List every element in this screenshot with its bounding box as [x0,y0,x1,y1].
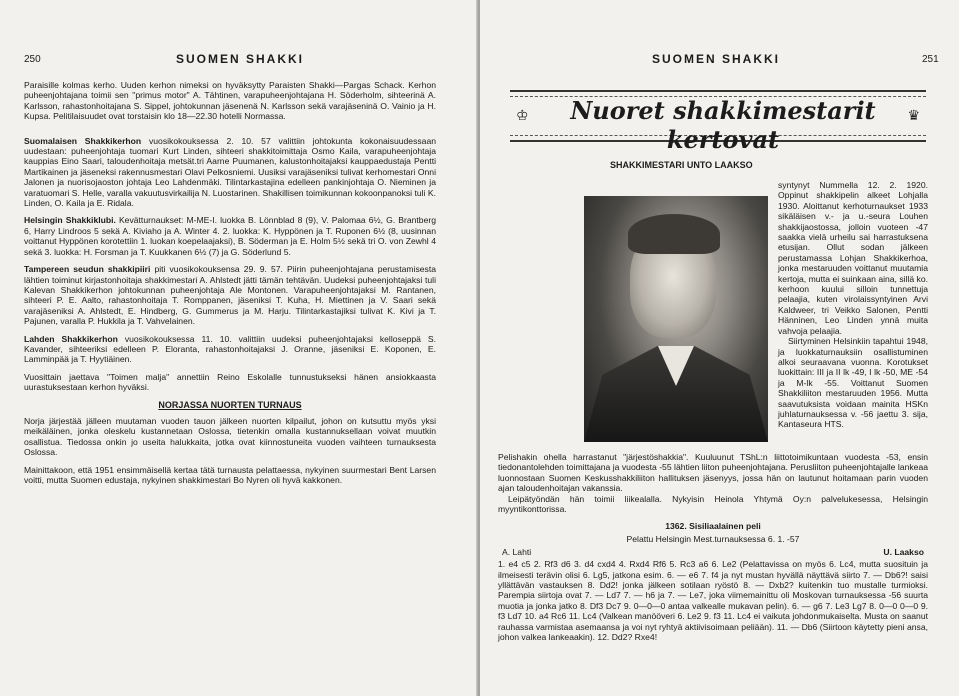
page-number: 250 [24,54,41,65]
article-title: SHAKKIMESTARI UNTO LAAKSO [610,160,753,170]
black-player: U. Laakso [883,547,924,558]
paragraph: Pelishakin ohella harrastanut "järjestöshakkia". Kuuluunut TShL:n liittotoimikuntaan vuodesta -53, ensin tiedonantolehden toimittajana ja vuodesta -55 lähtien liiton puheenjohtajana. Perusliiton puheenjohtajalle lankeaa luonnostaan Suomen Keskusshakkiliiton hallituksen jäsenyys, jossa hän on lautunut hoitamaan parin vuoden ajan taloudenhoitajan vakanssia. [498,452,928,494]
paragraph [24,136,436,209]
paragraph-text: vuosikokouksessa 2. 10. 57 valittiin johtokunta kokonaisuudessaan uudestaan: puheenjohtaja tuomari Kurt Linden, sihteeri shakkitoimittaja Osmo Kaila, varapuheenjohtaja kauppias Eino Saari, taloudenhoitaja metsät.tri Aarne Puumanen, kalustonhoitajaksi kauppaedustaja Pentti Martikainen ja jäseneksi rakennusmestari Olavi Pelkosniemi. Uusiksi varajäseniksi tulivat kerhomestari Onni Jalonen ja nuorisojaoston johtaja Leo Lahdenmäki. Tilintarkastajina edelleen pankinjohtaja O. Nieminen ja varatuomari S. Helle, varalla vakuutusvirkailija N. Luostarinen. Shakillisen toimikunnan kokoonpanoksi tuli K. Linden, O. Kaila ja E. Ridala. [24,135,437,209]
paragraph: Paraisille kolmas kerho. Uuden kerhon nimeksi on hyväksytty Paraisten Shakki—Pargas Schack. Kerhon puheenjohtajana toimii sen "primus motor" A. Tähtinen, varapuheenjohtajana H. Söderholm, sihteerinä A. Karlsson, rahastonhoitajana S. Sippel, johtokunnan jäsenenä N. Karlsson sekä varajäseninä O. Vainio ja H. Kupsa. Pelitilaisuudet ovat torstaisin klo 18—22.30 hotelli Normassa. [24,80,436,122]
paragraph-text: vuosikokouksessa 11. 10. valittiin uudeksi puheenjohtajaksi kelloseppä S. Kavander, sihteeriksi edelleen P. Eloranta, rahastonhoitajaksi J. Oranne, jäseniksi E. Koponen, E. Lamminpää ja T. Hyytiäinen. [24,333,436,365]
paragraph: syntynyt Nummella 12. 2. 1920. Oppinut shakkipelin alkeet Lohjalla 1930. Aloittanut kerhoturnaukset 1933 sikäläisen v.- ja u.-seura Louhen shakkijaostossa, jolloin vuoteen -47 saakka vielä urheilu sai harrastuksena etusijan. Ollut sodan jälkeen perustamassa Lohjan Shakkikerhoa, jonka mestaruuden voittanut muutamia kertoja, mutta ei suinkaan aina, sillä ko. kerhoon kuului silloin tunnettuja pelaajia, kuten virolaissyntyinen Arvi Kaldweer, tri Veikko Salonen, Pentti Hänninen, Leo Linden ynnä muita vahvoja pelaajia. [778,180,928,336]
paragraph [24,215,436,257]
left-page [0,0,479,696]
game-moves: 1. e4 c5 2. Rf3 d6 3. d4 cxd4 4. Rxd4 Rf6 5. Rc3 a6 6. Le2 (Pelattavissa on myös 6. Lc4, mutta suosituin ja ilmeisesti terävin olisi 6. Lg5, jatkona esim. 6. — e6 7. f4 ja nyt mustan hyvällä näyttävä siirto 7. — Db6?! saisi yllättävän vastauksen 8. Dd2! jonka jälkeen sotilaan ryöstö 8. — Dxb2? kuitenkin tuo mustalle turmioksi. Parempia siirtoja ovat 7. — Ld7 7. — h6 ja 7. — Le7, joka viimemainittu oli Moskovan turnauksessa -56 suurta muotia ja jonka jatko 8. Df3 Dc7 9. 0—0—0 antaa valkealle mukavan pelin). 6. — g6 7. Le3 Lg7 8. 0—0 0—0 9. f3 Ld7 10. a4 Rc6 11. Lc4 (Valkean manööveri 6. Le2 9. f3 11. Lc4 ei vaikuta johdonmukaiselta. Musta on saanut rauhassa varmistaa asemaansa ja voi nyt ryhtyä aktiivisoimaan peliään). 11. — Db6 (Siirtoon käytetty pieni ansa, johon valkea lankeaakin). 12. Dd2? Rxe4! [498,559,928,643]
paragraph: Siirtyminen Helsinkiin tapahtui 1948, ja luokkaturnauksiin osallistuminen alkoi seuraavana vuonna. Korotukset luokittain: III ja II lk -49, I lk -50, ME -54 ja M-lk -55. Voittanut Suomen Shakkiliiton mestaruuden 1956. Mutta saavutuksista voidaan mainita HSKn juhlaturnauksessa v. -56 jaettu 3. sija, Kantaseura HTS. [778,336,928,430]
game-subtitle: Pelattu Helsingin Mest.turnauksessa 6. 1. -57 [626,533,800,544]
lower-column [498,452,928,650]
portrait-photo [584,196,768,442]
king-icon: ♔ [516,109,529,124]
paragraph [24,334,436,365]
paragraph: Vuosittain jaettava "Toimen malja" annettiin Reino Eskolalle tunnustukseksi hänen ansiokkaasta uurastuksestaan kerhon hyväksi. [24,371,436,393]
white-player: A. Lahti [502,547,532,558]
section-heading: NORJASSA NUORTEN TURNAUS [158,399,302,410]
paragraph-text: piti vuosikokouksensa 29. 9. 57. Piirin puheenjohtajana perustamisesta lähtien toiminut kirjastonhoitaja shakkimestari A. Ahlstedt jätti tämän tehtävän. Uudeksi puheenjohtajaksi tuli Kalevan Shakkikerhon johtokunnan puheenjohtaja Ale Montonen. Varapuheenjohtajaksi M. Rantanen, sihteeri P. E. Aalto, rahastonhoitaja T. Romppanen, jäseniksi T. Kuha, H. Miettinen ja V. Saari sekä varajäseniksi A. Ahlstedt, E. Hindberg, G. Gummerus ja M. Harju. Tilintarkastajiksi tulivat K. Kivi ja T. Pajunen, varalla P. Hukkila ja T. Vahvelainen. [24,264,437,327]
series-banner [510,90,926,154]
page-number: 251 [922,54,939,65]
paragraph: Mainittakoon, että 1951 ensimmäisellä kertaa tätä turnausta pelattaessa, nykyinen suurmestari Bent Larsen voitti, mutta Suomen edustaja, nykyinen shakkimestari Bo Nyren oli hyvä kakkonen. [24,464,436,485]
paragraph: Norja järjestää jälleen muutaman vuoden tauon jälkeen nuorten kilpailut, johon on kutsuttu myös yksi meikäläinen, jonka oleskelu kustannetaan Oslossa, tietenkin omalla kustannuksellaan voivat muutkin osallistua. Tiedossa onkin jo useita halukkaita, jotka ovat kiinnostuneita vuoden vaihteen turnauksesta Oslossa. [24,415,436,458]
left-column [24,80,436,492]
paragraph-lead: Lahden Shakkikerhon [24,333,118,344]
paragraph-lead: Suomalaisen Shakkikerhon [24,135,142,146]
paragraph [24,264,436,326]
running-header: SUOMEN SHAKKI [176,52,305,66]
bio-column [778,180,928,437]
banner-title: Nuoret shakkimestarit kertovat [570,96,876,154]
paragraph-lead: Tampereen seudun shakkipiiri [24,264,151,275]
portrait-hair [628,214,720,254]
players-row [498,547,928,559]
right-page [480,0,959,696]
running-header: SUOMEN SHAKKI [652,52,781,66]
paragraph: Leipätyöndän hän toimii liikealalla. Nykyisin Heinola Yhtymä Oy:n palvelukesessa, Helsingin myyntikonttorissa. [498,493,928,515]
game-title: 1362. Sisiliaalainen peli [665,521,761,532]
queen-icon: ♛ [907,109,920,124]
paragraph-lead: Helsingin Shakkiklubi. [24,215,116,226]
paragraph-text: Kevätturnaukset: M-ME-I. luokka B. Lönnblad 8 (9), V. Palomaa 6½, G. Brantberg 6, Harry Lindroos 5 sekä A. Kiviaho ja A. Winter 4. 2. luokka: K. Hyppönen ja T. Ruponen 6½ (8, uusinnan voittanut Hyppönen korotettiin 1. luokan koepelaajaksi), B. Söderman ja E. Holm 5½ sekä tri O. von Zewhl 4 sekä 3. luokka: H. Forsman ja T. Kuukkanen 6½ (7) ja G. Söderlund 5. [24,215,436,257]
